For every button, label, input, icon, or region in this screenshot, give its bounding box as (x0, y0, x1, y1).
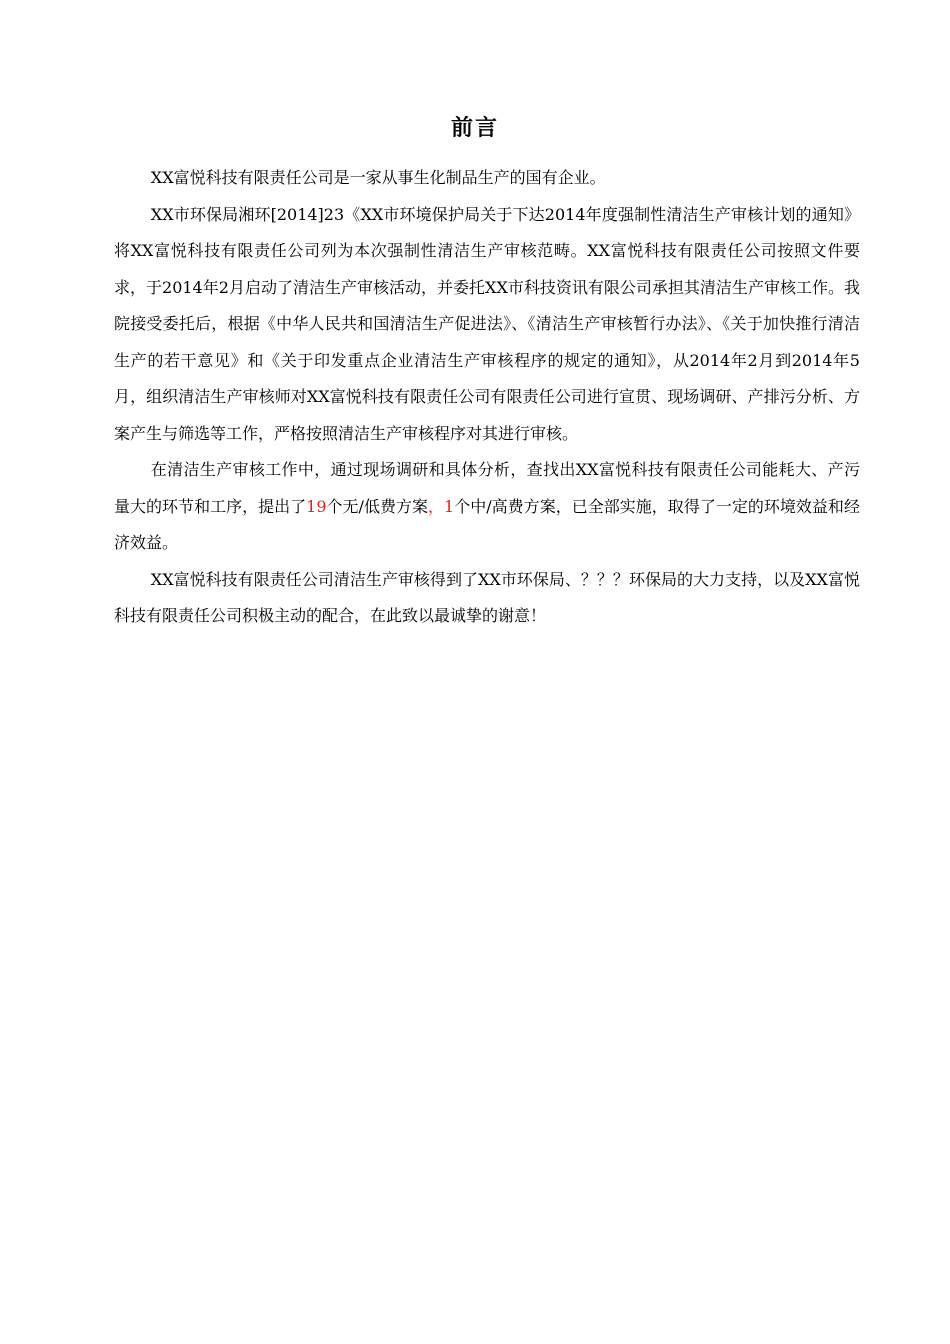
paragraph-intro: XX富悦科技有限责任公司是一家从事生化制品生产的国有企业。 (150, 168, 606, 187)
results-text-part1: 在清洁生产审核工作中，通过现场调研和具体分析，查找出XX富悦科技有限责任公司能耗大、产污量大的环节和工序，提出了 (114, 460, 860, 516)
results-text-part2: 个无/低费方案 (326, 496, 429, 516)
document-body (114, 160, 860, 635)
high-cost-plan-count: 1 (444, 496, 455, 516)
low-cost-plan-count: 19 (306, 496, 327, 516)
paragraph-audit-background: XX市环保局湘环[2014]23《XX市环境保护局关于下达2014年度强制性清洁生产审核计划的通知》将XX富悦科技有限责任公司列为本次强制性清洁生产审核范畴。XX富悦科技有限责任公司按照文件要求，于2014年2月启动了清洁生产审核活动，并委托XX市科技资讯有限公司承担其清洁生产审核工作。我院接受委托后，根据《中华人民共和国清洁生产促进法》、《清洁生产审核暂行办法》、《关于加快推行清洁生产的若干意见》和《关于印发重点企业清洁生产审核程序的规定的通知》，从2014年2月到2014年5月，组织清洁生产审核师对XX富悦科技有限责任公司有限责任公司进行宣贯、现场调研、产排污分析、方案产生与筛选等工作，严格按照清洁生产审核程序对其进行审核。 (114, 204, 860, 443)
results-text-part3: 个中/高费方案，已全部实施，取得了一定的环境效益和经济效益。 (114, 496, 860, 552)
paragraph-acknowledgement: XX富悦科技有限责任公司清洁生产审核得到了XX市环保局、？？？环保局的大力支持，以及XX富悦科技有限责任公司积极主动的配合，在此致以最诚挚的谢意！ (114, 569, 860, 625)
page-title: 前言 (450, 115, 499, 141)
results-separator: ， (428, 496, 445, 516)
paragraph-audit-results (114, 452, 860, 562)
